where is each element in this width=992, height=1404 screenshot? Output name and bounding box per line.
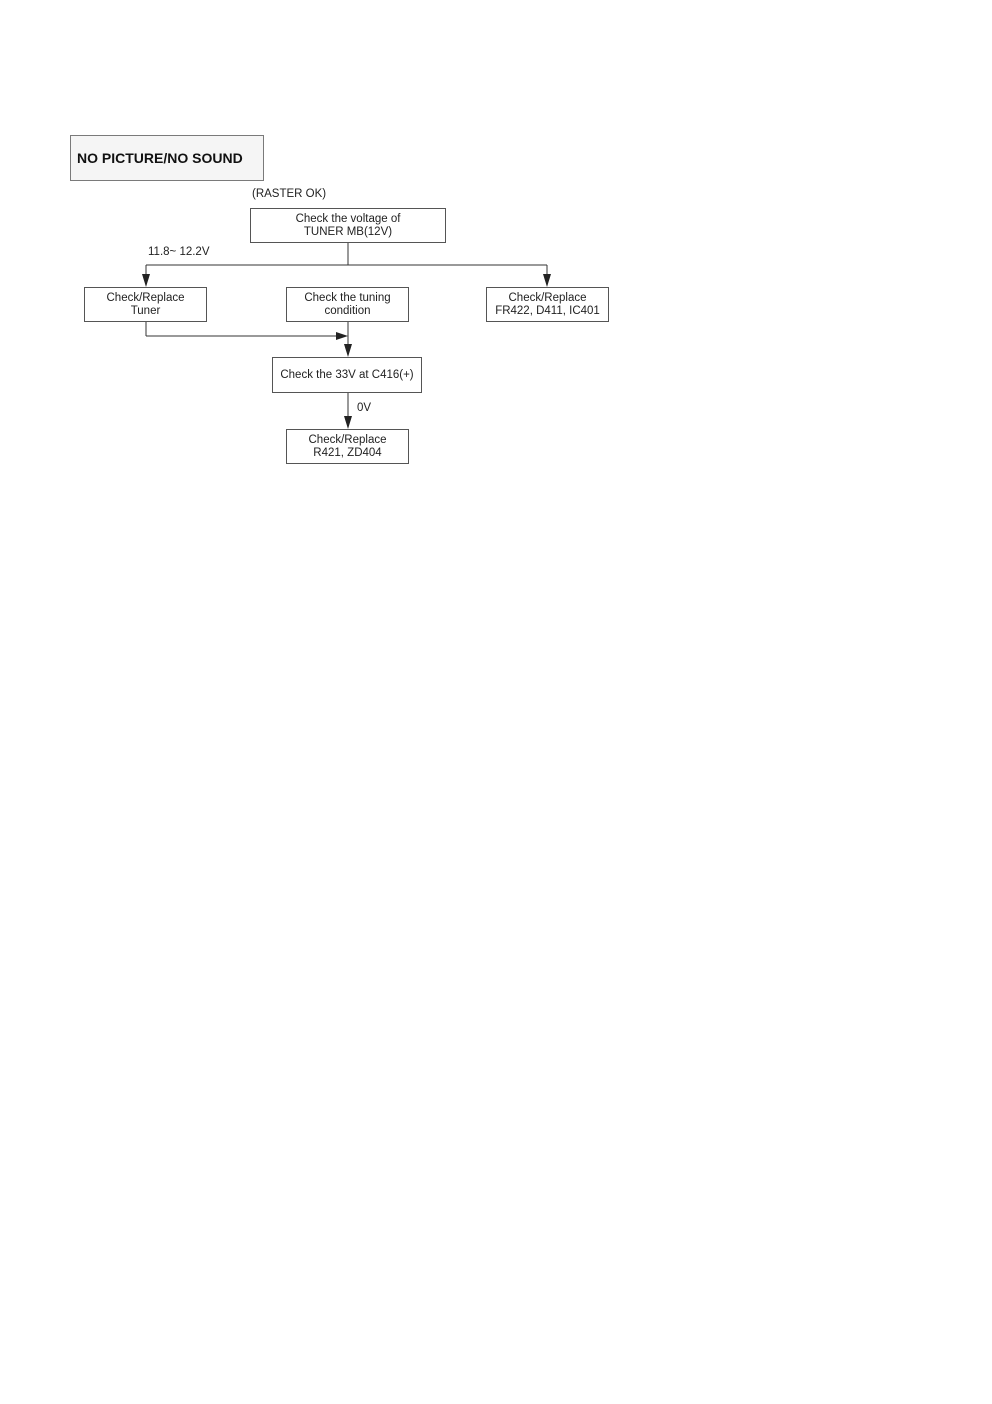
edge-label-zero-volt: 0V [357, 402, 372, 414]
arrow-head-r421 [344, 416, 352, 429]
arrow-head-tuner [142, 274, 150, 287]
node-text-line2: condition [324, 304, 371, 317]
node-text-line1: Check the 33V at C416(+) [280, 368, 414, 381]
node-text-line1: Check the tuning [304, 291, 391, 304]
node-text-line2: Tuner [130, 304, 161, 317]
node-text-line1: Check/Replace [106, 291, 185, 304]
flowchart-title: NO PICTURE/NO SOUND [70, 135, 264, 181]
node-text-line2: R421, ZD404 [313, 446, 382, 459]
arrow-head-merge [336, 332, 348, 340]
edge-label-voltage-ok: 11.8~ 12.2V [148, 246, 210, 258]
node-text-line1: Check/Replace [508, 291, 587, 304]
node-text-line2: TUNER MB(12V) [303, 225, 393, 238]
arrow-head-fr422 [543, 274, 551, 287]
arrow-head-33v [344, 344, 352, 357]
node-text-line1: Check the voltage of [295, 212, 401, 225]
precondition-label: (RASTER OK) [252, 188, 327, 200]
node-text-line2: FR422, D411, IC401 [495, 304, 600, 317]
node-text-line1: Check/Replace [308, 433, 387, 446]
